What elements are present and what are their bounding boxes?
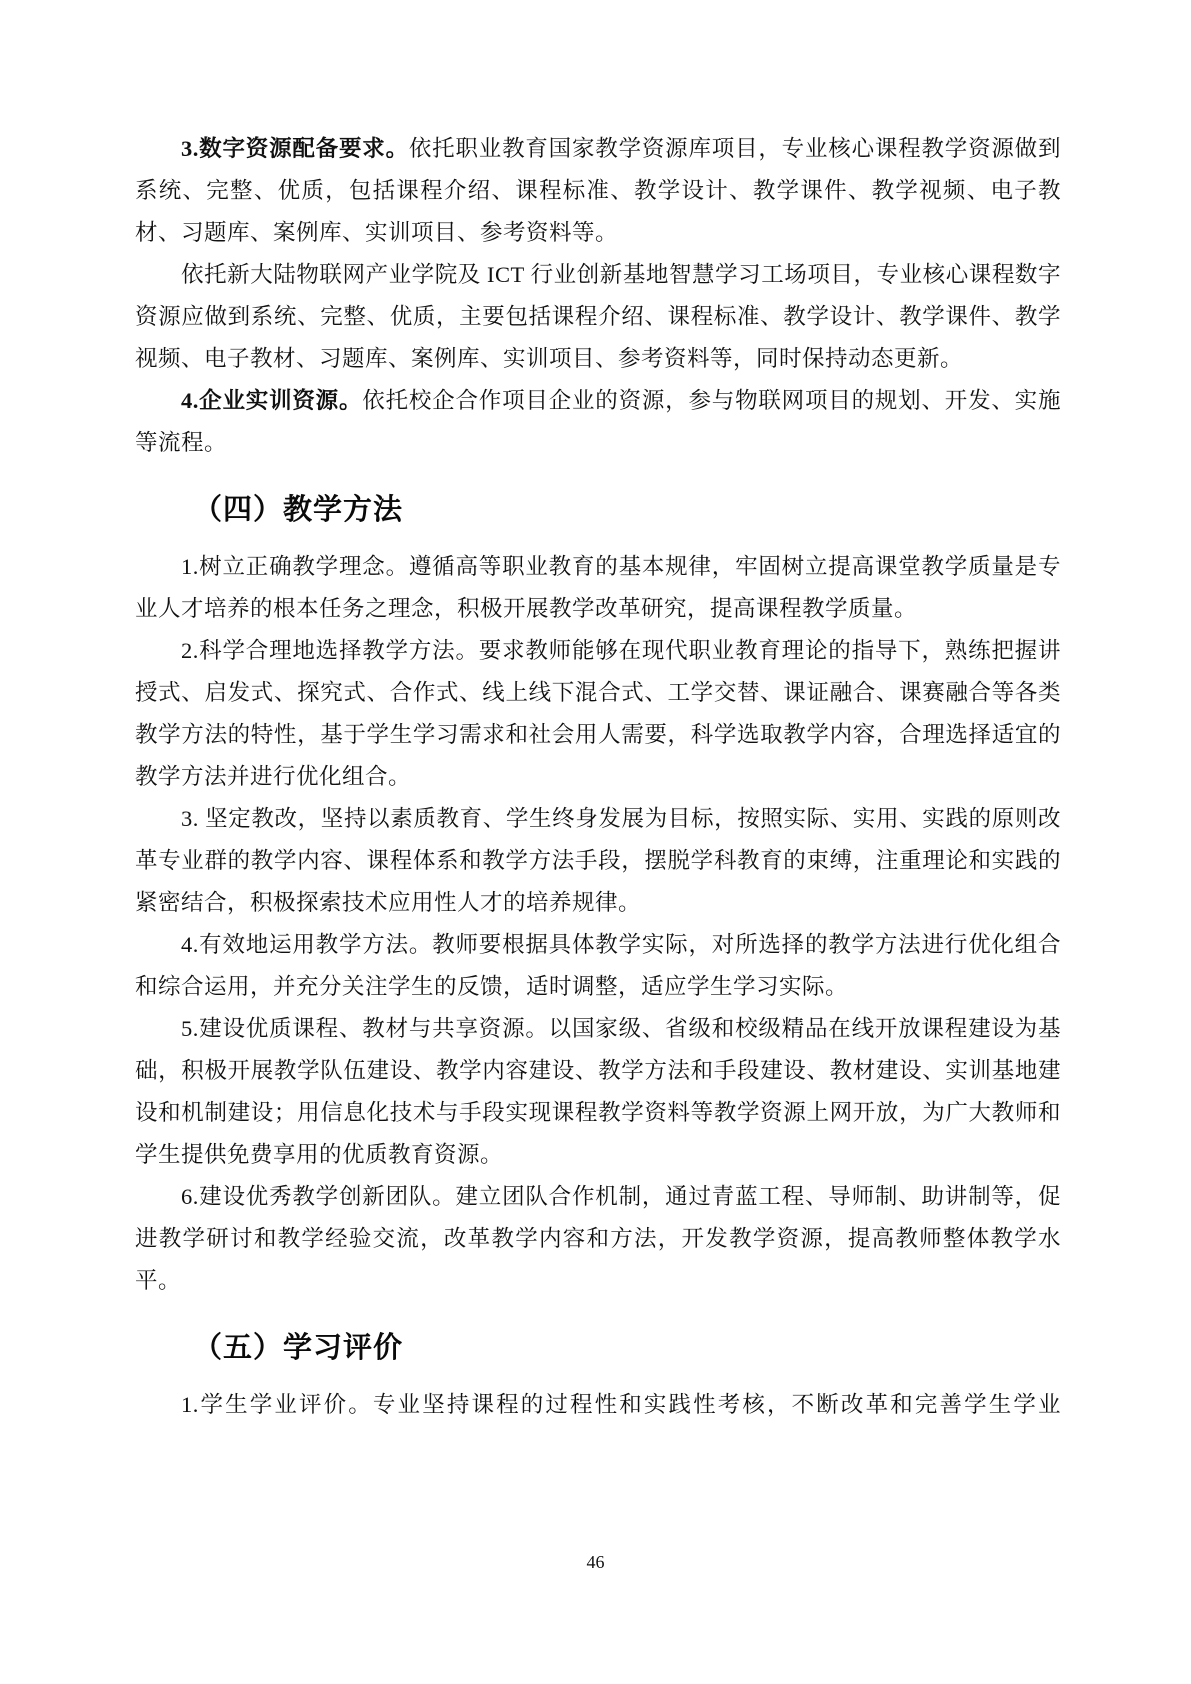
para-method-1 [135,546,1061,630]
para-method-2 [135,630,1061,798]
para-evaluation-1 [135,1384,1061,1426]
page-number: 46 [586,1552,605,1572]
page-content [135,128,1061,1426]
para-method-2-text: 2.科学合理地选择教学方法。要求教师能够在现代职业教育理论的指导下，熟练把握讲授式、启发式、探究式、合作式、线上线下混合式、工学交替、课证融合、课赛融合等各类教学方法的特性，基于学生学习需求和社会用人需要，科学选取教学内容，合理选择适宜的教学方法并进行优化组合。 [135,638,1061,789]
para-platform-resources-text: 依托新大陆物联网产业学院及 ICT 行业创新基地智慧学习工场项目，专业核心课程数字资源应做到系统、完整、优质，主要包括课程介绍、课程标准、教学设计、教学课件、教学视频、电子教材、习题库、案例库、实训项目、参考资料等，同时保持动态更新。 [135,262,1061,371]
para-enterprise-training [135,380,1061,464]
para-digital-resources-text: 依托职业教育国家教学资源库项目，专业核心课程教学资源做到系统、完整、优质，包括课程介绍、课程标准、教学设计、教学课件、教学视频、电子教材、习题库、案例库、实训项目、参考资料等。 [135,136,1061,245]
para-evaluation-1-text: 1.学生学业评价。专业坚持课程的过程性和实践性考核，不断改革和完善学生学业 [181,1392,1061,1417]
para-digital-resources [135,128,1061,254]
para-method-6 [135,1176,1061,1302]
heading-teaching-methods: （四）教学方法 [193,494,404,526]
para-platform-resources [135,254,1061,380]
para-method-4 [135,924,1061,1008]
para-method-4-text: 4.有效地运用教学方法。教师要根据具体教学实际，对所选择的教学方法进行优化组合和综合运用，并充分关注学生的反馈，适时调整，适应学生学习实际。 [135,932,1061,999]
para-enterprise-training-text: 依托校企合作项目企业的资源，参与物联网项目的规划、开发、实施等流程。 [135,388,1061,455]
para-enterprise-training-lead: 4.企业实训资源。 [181,388,363,413]
para-digital-resources-lead: 3.数字资源配备要求。 [181,136,409,161]
para-method-5 [135,1008,1061,1176]
para-method-3 [135,798,1061,924]
para-method-1-text: 1.树立正确教学理念。遵循高等职业教育的基本规律，牢固树立提高课堂教学质量是专业人才培养的根本任务之理念，积极开展教学改革研究，提高课程教学质量。 [135,554,1061,621]
para-method-5-text: 5.建设优质课程、教材与共享资源。以国家级、省级和校级精品在线开放课程建设为基础，积极开展教学队伍建设、教学内容建设、教学方法和手段建设、教材建设、实训基地建设和机制建设；用信息化技术与手段实现课程教学资料等教学资源上网开放，为广大教师和学生提供免费享用的优质教育资源。 [135,1016,1061,1167]
heading-learning-evaluation: （五）学习评价 [193,1332,404,1364]
para-method-3-text: 3. 坚定教改，坚持以素质教育、学生终身发展为目标，按照实际、实用、实践的原则改革专业群的教学内容、课程体系和教学方法手段，摆脱学科教育的束缚，注重理论和实践的紧密结合，积极探索技术应用性人才的培养规律。 [135,806,1061,915]
para-method-6-text: 6.建设优秀教学创新团队。建立团队合作机制，通过青蓝工程、导师制、助讲制等，促进教学研讨和教学经验交流，改革教学内容和方法，开发教学资源，提高教师整体教学水平。 [135,1184,1061,1293]
